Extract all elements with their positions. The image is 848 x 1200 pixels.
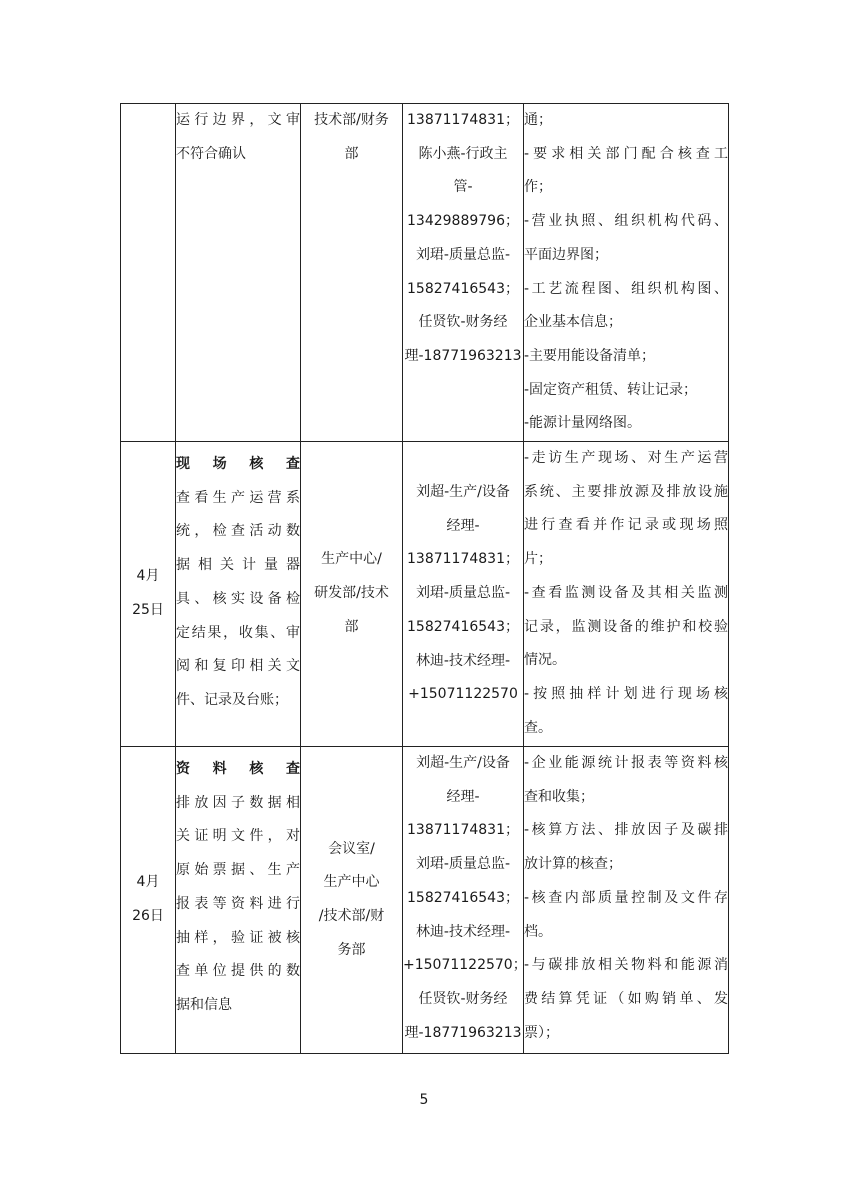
- requirement-line: 费结算凭证（如购销单、发: [524, 990, 728, 1007]
- contact-line: 15827416543；: [407, 618, 519, 635]
- date-cell: [121, 442, 176, 747]
- requirement-line: -按照抽样计划进行现场核: [524, 685, 728, 702]
- requirement-line: 平面边界图；: [524, 246, 608, 263]
- requirements-cell: [524, 747, 729, 1054]
- department-line: 研发部/技术: [314, 585, 389, 602]
- contact-line: 管-: [453, 179, 473, 196]
- contact-cell: [403, 442, 524, 747]
- department-line: /技术部/财: [318, 908, 385, 925]
- table-row: [121, 104, 729, 442]
- department-line: 务部: [337, 941, 366, 958]
- department-line: 技术部/财务: [314, 112, 389, 128]
- contact-line: 刘珺-质量总监-: [415, 856, 511, 873]
- department-cell: [301, 442, 403, 747]
- requirement-line: 票）；: [524, 1024, 559, 1041]
- task-line: 运行边界，文审: [176, 112, 300, 128]
- task-line: 抽样，验证被核: [176, 929, 300, 946]
- requirement-line: -核算方法、排放因子及碳排: [524, 822, 728, 839]
- contact-line: 13429889796；: [407, 213, 519, 230]
- date-cell: [121, 747, 176, 1054]
- requirement-line: 通；: [524, 112, 552, 128]
- task-cell: [176, 104, 301, 442]
- requirement-line: -能源计量网络图。: [524, 415, 642, 432]
- table-row: [121, 747, 729, 1054]
- task-line: 具、核实设备检: [176, 590, 300, 607]
- requirement-line: 档。: [524, 923, 552, 940]
- schedule-table: [120, 103, 729, 1054]
- task-line: 查看生产运营系: [176, 489, 300, 506]
- contact-line: 15827416543；: [407, 889, 519, 906]
- contact-line: 林迪-技术经理-: [415, 652, 511, 669]
- requirement-line: -营业执照、组织机构代码、: [524, 213, 728, 230]
- task-line: 关证明文件，对: [176, 828, 300, 845]
- department-line: 生产中心/: [321, 551, 382, 568]
- task-heading: 现场核查: [176, 456, 300, 473]
- requirement-line: -走访生产现场、对生产运营: [524, 450, 728, 467]
- department-line: 会议室/: [328, 840, 375, 857]
- task-cell: [176, 747, 301, 1054]
- date-day: 25日: [132, 602, 164, 619]
- requirement-line: 片；: [524, 551, 552, 568]
- date-cell: [121, 104, 176, 442]
- task-line: 据和信息: [176, 996, 232, 1013]
- task-line: 查单位提供的数: [176, 963, 300, 980]
- contact-line: 林迪-技术经理-: [415, 923, 511, 940]
- department-line: 部: [344, 618, 359, 635]
- task-line: 阅和复印相关文: [176, 658, 300, 675]
- task-line: 统，检查活动数: [176, 523, 300, 540]
- date-month: 4月: [136, 874, 160, 891]
- contact-line: 刘珺-质量总监-: [415, 246, 511, 263]
- requirements-cell: [524, 442, 729, 747]
- contact-line: 13871174831；: [407, 551, 519, 568]
- requirement-line: -主要用能设备清单；: [524, 347, 656, 364]
- department-cell: [301, 747, 403, 1054]
- requirement-line: 进行查看并作记录或现场照: [524, 517, 728, 534]
- contact-line: 任贤钦-财务经: [418, 314, 508, 331]
- requirement-line: 作；: [524, 179, 552, 196]
- task-line: 据相关计量器: [176, 557, 300, 574]
- contact-line: 刘超-生产/设备: [416, 755, 510, 772]
- contact-line: 刘珺-质量总监-: [415, 585, 511, 602]
- contact-line: +15071122570: [408, 686, 518, 703]
- contact-line: 15827416543；: [407, 280, 519, 297]
- contact-line: +15071122570；: [403, 957, 527, 974]
- contact-line: 13871174831；: [407, 112, 519, 128]
- requirement-line: 系统、主要排放源及排放设施: [524, 483, 728, 500]
- requirement-line: -固定资产租赁、转让记录；: [524, 381, 698, 398]
- task-line: 报表等资料进行: [176, 895, 300, 912]
- requirement-line: 情况。: [524, 652, 566, 669]
- contact-line: 任贤钦-财务经: [418, 990, 508, 1007]
- requirement-line: -查看监测设备及其相关监测: [524, 584, 728, 601]
- task-cell: [176, 442, 301, 747]
- requirement-line: 企业基本信息；: [524, 314, 622, 331]
- contact-line: 经理-: [446, 517, 480, 534]
- department-line: 生产中心: [323, 874, 380, 891]
- requirement-line: 查和收集；: [524, 788, 594, 805]
- date-month: 4月: [136, 568, 160, 585]
- page-number: 5: [419, 1092, 429, 1108]
- requirement-line: 记录，监测设备的维护和校验: [524, 618, 728, 635]
- contact-line: 13871174831；: [407, 822, 519, 839]
- contact-cell: [403, 747, 527, 1054]
- contact-line: 刘超-生产/设备: [416, 484, 510, 501]
- requirement-line: -与碳排放相关物料和能源消: [524, 957, 728, 974]
- contact-line: 经理-: [446, 788, 480, 805]
- contact-cell: [403, 104, 524, 442]
- requirement-line: -企业能源统计报表等资料核: [524, 755, 728, 772]
- task-line: 不符合确认: [176, 145, 246, 162]
- department-line: 部: [344, 145, 359, 162]
- department-cell: [301, 104, 403, 442]
- task-line: 原始票据、生产: [176, 862, 300, 879]
- requirement-line: -工艺流程图、组织机构图、: [524, 280, 728, 297]
- contact-line: 理-18771963213: [404, 1024, 522, 1041]
- task-line: 排放因子数据相: [176, 794, 300, 811]
- contact-line: 理-18771963213: [404, 347, 522, 364]
- requirement-line: -核查内部质量控制及文件存: [524, 889, 728, 906]
- table-row: [121, 442, 729, 747]
- task-heading: 资料核查: [176, 761, 300, 778]
- requirement-line: -要求相关部门配合核查工: [524, 145, 728, 162]
- date-day: 26日: [132, 908, 164, 925]
- task-line: 定结果，收集、审: [176, 624, 300, 641]
- requirements-cell: [524, 104, 729, 442]
- requirement-line: 放计算的核查；: [524, 856, 622, 873]
- task-line: 件、记录及台账；: [176, 691, 288, 708]
- contact-line: 陈小燕-行政主: [418, 145, 508, 162]
- requirement-line: 查。: [524, 719, 552, 736]
